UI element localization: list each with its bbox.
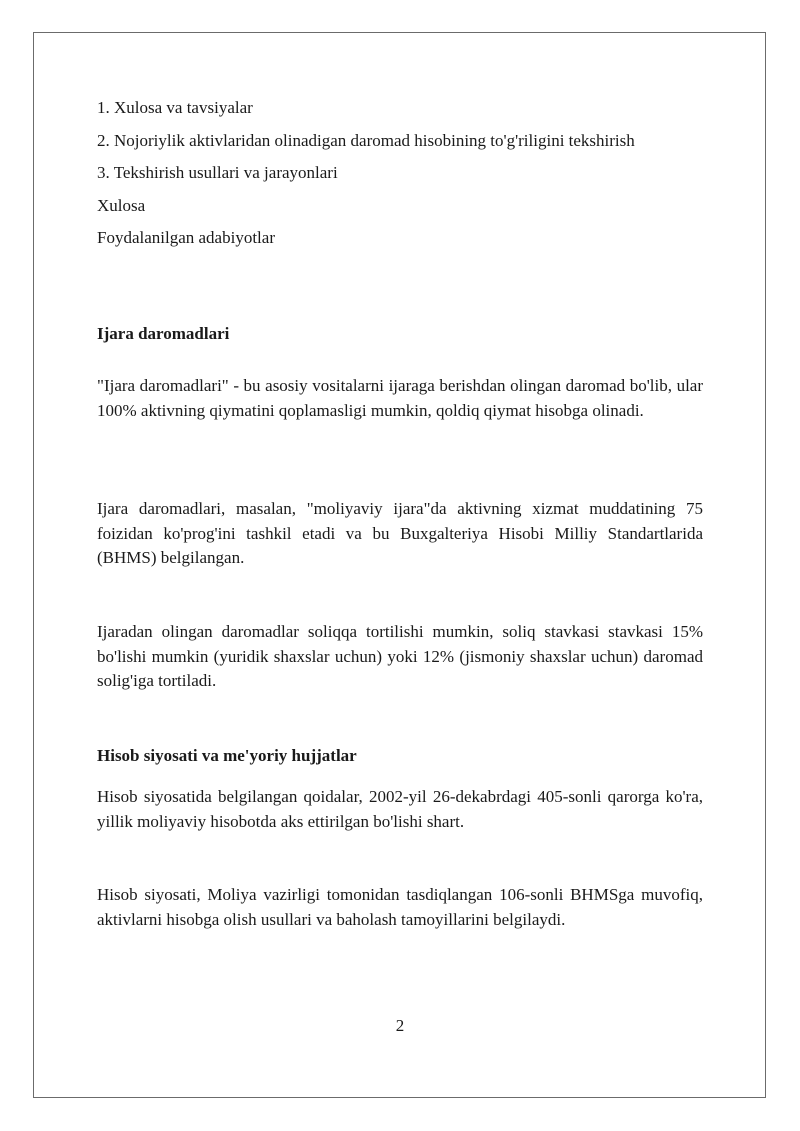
paragraph: Ijaradan olingan daromadlar soliqqa tortilishi mumkin, soliq stavkasi stavkasi 15% bo'lishi mumkin (yuridik shaxslar uchun) yoki 12% (jismoniy shaxslar uchun) daromad solig'iga tortiladi. xyxy=(97,622,703,690)
paragraph: Hisob siyosatida belgilangan qoidalar, 2002-yil 26-dekabrdagi 405-sonli qarorga ko'ra, yillik moliyaviy hisobotda aks ettirilgan bo'lishi shart. xyxy=(97,787,703,831)
toc-item-references: Foydalanilgan adabiyotlar xyxy=(97,228,275,247)
toc-item-conclusions-recommendations: 1. Xulosa va tavsiyalar xyxy=(97,98,253,117)
toc-item-conclusion: Xulosa xyxy=(97,196,146,215)
paragraph: Hisob siyosati, Moliya vazirligi tomonidan tasdiqlangan 106-sonli BHMSga muvofiq, aktivlarni hisobga olish usullari va baholash tamoyillarini belgilaydi. xyxy=(97,885,703,929)
section-heading: Ijara daromadlari xyxy=(97,324,230,343)
section-heading: Hisob siyosati va me'yoriy hujjatlar xyxy=(97,746,357,765)
toc-item-verification-methods: 3. Tekshirish usullari va jarayonlari xyxy=(97,163,338,182)
paragraph: Ijara daromadlari, masalan, "moliyaviy ijara"da aktivning xizmat muddatining 75 foizidan ko'prog'ini tashkil etadi va bu Buxgalteriya Hisobi Milliy Standartlarida (BHMS) belgilangan. xyxy=(97,499,703,567)
page-number: 2 xyxy=(395,1016,405,1035)
toc-item-income-accounting-verification: 2. Nojoriylik aktivlaridan olinadigan daromad hisobining to'g'riligini tekshirish xyxy=(97,131,635,150)
paragraph: "Ijara daromadlari" - bu asosiy vositalarni ijaraga berishdan olingan daromad bo'lib, ular 100% aktivning qiymatini qoplamasligi mumkin, qoldiq qiymat hisobga olinadi. xyxy=(97,376,703,420)
